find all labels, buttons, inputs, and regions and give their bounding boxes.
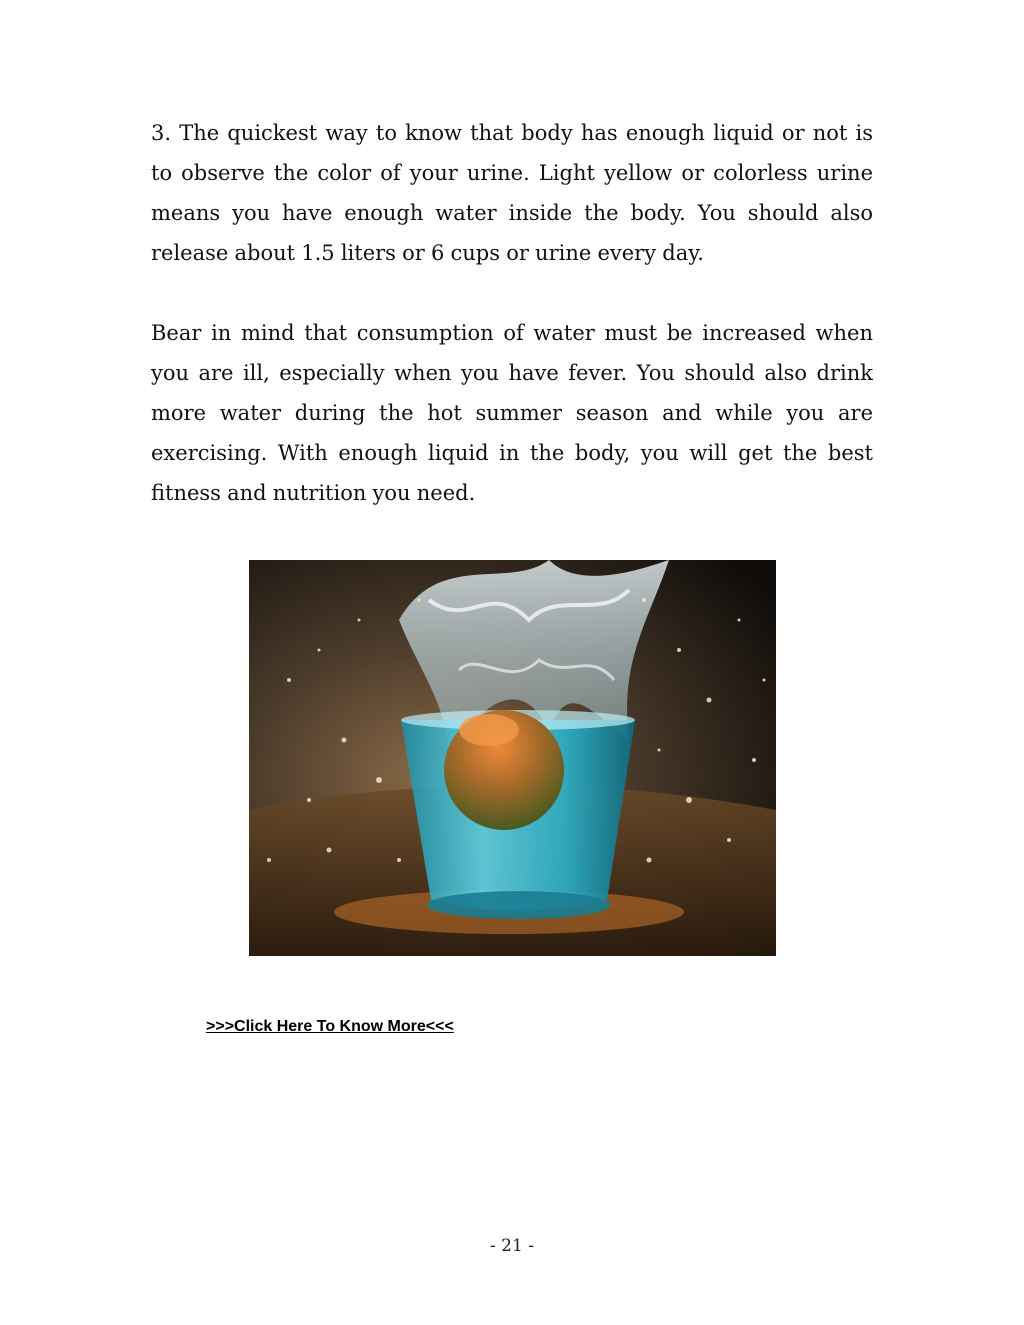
paragraph-urine-color: 3. The quickest way to know that body has enough liquid or not is to observe the color of your urine. Light yellow or colorless urine means you have enough water inside the body. You should also release about 1.5 liters or 6 cups or urine every day.: [151, 121, 873, 265]
know-more-link[interactable]: >>>Click Here To Know More<<<: [206, 1018, 454, 1035]
paragraph-water-consumption: Bear in mind that consumption of water must be increased when you are ill, especially when you have fever. You should also drink more water during the hot summer season and while you are exercising. With enough liquid in the body, you will get the best fitness and nutrition you need.: [151, 321, 873, 505]
water-splash-photo: [249, 560, 776, 956]
page-number: - 21 -: [490, 1236, 534, 1256]
